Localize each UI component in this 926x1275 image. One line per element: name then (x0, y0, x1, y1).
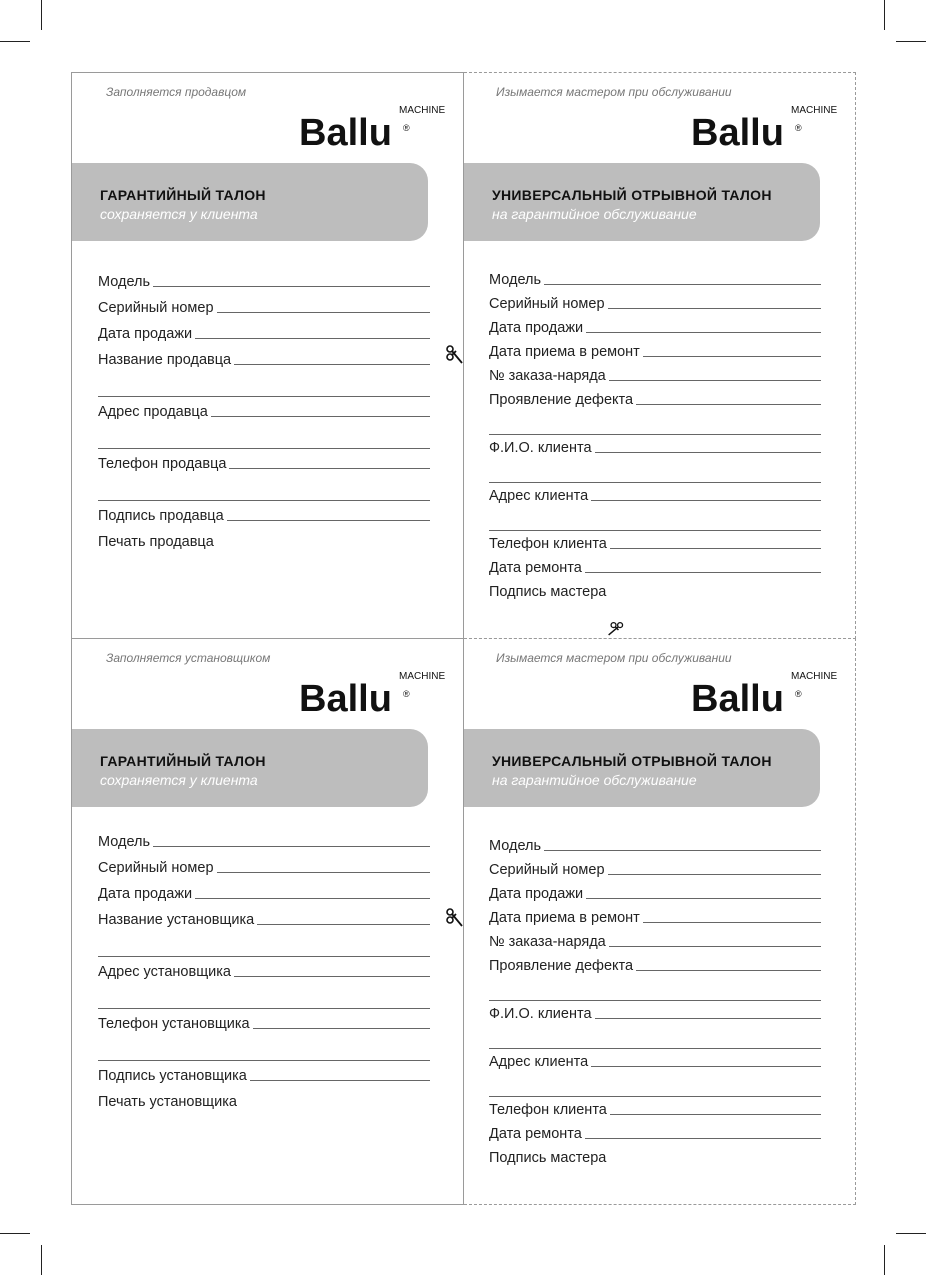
blank-line[interactable] (98, 931, 430, 957)
coupon-title: УНИВЕРСАЛЬНЫЙ ОТРЫВНОЙ ТАЛОН (492, 753, 772, 769)
field-serial-number[interactable]: Серийный номер (98, 293, 430, 319)
crop-mark (896, 1233, 926, 1234)
field-model[interactable]: Модель (489, 267, 821, 291)
coupon-banner (464, 729, 820, 807)
coupon-title: ГАРАНТИЙНЫЙ ТАЛОН (100, 753, 266, 769)
coupon-title: ГАРАНТИЙНЫЙ ТАЛОН (100, 187, 266, 203)
installer-warranty-coupon (71, 638, 464, 1205)
installer-fields (98, 827, 430, 1113)
coupon-title: УНИВЕРСАЛЬНЫЙ ОТРЫВНОЙ ТАЛОН (492, 187, 772, 203)
svg-text:MACHINE: MACHINE (791, 105, 838, 116)
field-seller-name[interactable]: Название продавца (98, 345, 430, 371)
field-work-order-number[interactable]: № заказа-наряда (489, 929, 821, 953)
coupon-subtitle: сохраняется у клиента (100, 206, 258, 222)
field-seller-stamp: Печать продавца (98, 534, 214, 550)
field-repair-intake-date[interactable]: Дата приема в ремонт (489, 905, 821, 929)
seller-warranty-coupon (71, 72, 464, 639)
field-defect-description[interactable]: Проявление дефекта (489, 387, 821, 411)
crop-mark (41, 0, 42, 30)
field-defect-description[interactable]: Проявление дефекта (489, 953, 821, 977)
crop-mark (0, 1233, 30, 1234)
field-installer-stamp: Печать установщика (98, 1094, 237, 1110)
field-repair-date[interactable]: Дата ремонта (489, 555, 821, 579)
svg-text:Ballu: Ballu (299, 678, 392, 720)
field-repair-intake-date[interactable]: Дата приема в ремонт (489, 339, 821, 363)
blank-line[interactable] (98, 423, 430, 449)
scissors-icon (444, 900, 466, 934)
tear-off-note: Изымается мастером при обслуживании (496, 85, 732, 99)
field-client-phone[interactable]: Телефон клиента (489, 1097, 821, 1121)
field-sale-date[interactable]: Дата продажи (489, 881, 821, 905)
svg-text:Ballu: Ballu (299, 112, 392, 154)
field-installer-signature[interactable]: Подпись установщика (98, 1061, 430, 1087)
field-client-name[interactable]: Ф.И.О. клиента (489, 435, 821, 459)
field-technician-signature: Подпись мастера (489, 1150, 607, 1166)
blank-line[interactable] (98, 1035, 430, 1061)
blank-line[interactable] (489, 507, 821, 531)
ballu-logo (299, 667, 446, 720)
svg-text:®: ® (403, 123, 410, 133)
blank-line[interactable] (489, 411, 821, 435)
ballu-logo (691, 667, 838, 720)
ballu-logo (691, 101, 838, 154)
coupon-banner (464, 163, 820, 241)
field-sale-date[interactable]: Дата продажи (98, 879, 430, 905)
crop-mark (896, 41, 926, 42)
svg-text:MACHINE: MACHINE (791, 671, 838, 682)
ballu-logo (299, 101, 446, 154)
svg-text:Ballu: Ballu (691, 112, 784, 154)
field-model[interactable]: Модель (489, 833, 821, 857)
coupon-banner (72, 729, 428, 807)
field-installer-phone[interactable]: Телефон установщика (98, 1009, 430, 1035)
tear-off-fields (489, 833, 821, 1169)
scissors-icon (444, 337, 466, 371)
field-repair-date[interactable]: Дата ремонта (489, 1121, 821, 1145)
field-seller-address[interactable]: Адрес продавца (98, 397, 430, 423)
field-technician-signature: Подпись мастера (489, 584, 607, 600)
blank-line[interactable] (489, 459, 821, 483)
tear-off-coupon-top (464, 72, 856, 639)
field-seller-phone[interactable]: Телефон продавца (98, 449, 430, 475)
crop-mark (0, 41, 30, 42)
scissors-icon (600, 621, 632, 639)
tear-off-fields (489, 267, 821, 603)
svg-text:®: ® (795, 123, 802, 133)
coupon-subtitle: на гарантийное обслуживание (492, 772, 697, 788)
field-client-name[interactable]: Ф.И.О. клиента (489, 1001, 821, 1025)
coupon-subtitle: на гарантийное обслуживание (492, 206, 697, 222)
blank-line[interactable] (98, 371, 430, 397)
coupon-subtitle: сохраняется у клиента (100, 772, 258, 788)
field-installer-name[interactable]: Название установщика (98, 905, 430, 931)
coupon-banner (72, 163, 428, 241)
field-serial-number[interactable]: Серийный номер (489, 291, 821, 315)
field-serial-number[interactable]: Серийный номер (98, 853, 430, 879)
installer-note: Заполняется установщиком (106, 651, 271, 665)
tear-off-note: Изымается мастером при обслуживании (496, 651, 732, 665)
field-work-order-number[interactable]: № заказа-наряда (489, 363, 821, 387)
svg-text:®: ® (795, 689, 802, 699)
svg-text:MACHINE: MACHINE (399, 671, 446, 682)
blank-line[interactable] (489, 1073, 821, 1097)
svg-text:Ballu: Ballu (691, 678, 784, 720)
blank-line[interactable] (98, 983, 430, 1009)
tear-off-coupon-bottom (464, 638, 856, 1205)
svg-text:®: ® (403, 689, 410, 699)
blank-line[interactable] (489, 977, 821, 1001)
seller-note: Заполняется продавцом (106, 85, 247, 99)
crop-mark (41, 1245, 42, 1275)
field-client-address[interactable]: Адрес клиента (489, 1049, 821, 1073)
field-client-phone[interactable]: Телефон клиента (489, 531, 821, 555)
crop-mark (884, 0, 885, 30)
field-model[interactable]: Модель (98, 267, 430, 293)
seller-fields (98, 267, 430, 553)
field-sale-date[interactable]: Дата продажи (489, 315, 821, 339)
field-installer-address[interactable]: Адрес установщика (98, 957, 430, 983)
blank-line[interactable] (98, 475, 430, 501)
field-client-address[interactable]: Адрес клиента (489, 483, 821, 507)
field-serial-number[interactable]: Серийный номер (489, 857, 821, 881)
field-seller-signature[interactable]: Подпись продавца (98, 501, 430, 527)
svg-text:MACHINE: MACHINE (399, 105, 446, 116)
field-model[interactable]: Модель (98, 827, 430, 853)
crop-mark (884, 1245, 885, 1275)
field-sale-date[interactable]: Дата продажи (98, 319, 430, 345)
blank-line[interactable] (489, 1025, 821, 1049)
